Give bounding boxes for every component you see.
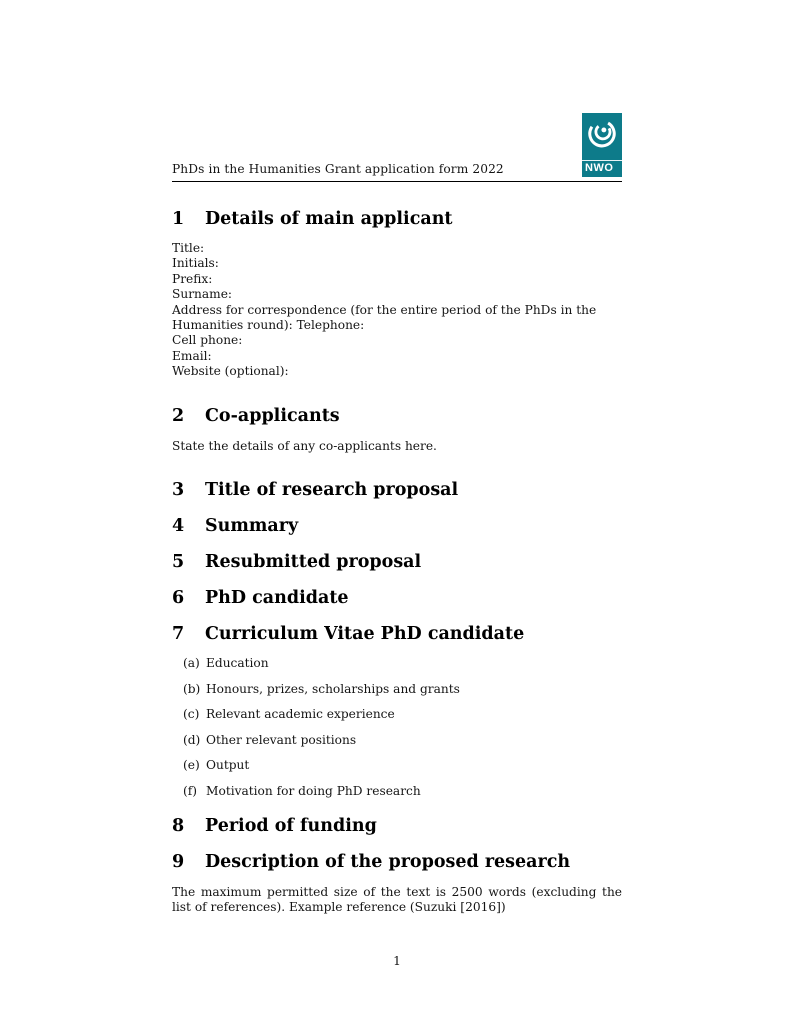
section-5-heading (172, 552, 622, 573)
running-header-title: PhDs in the Humanities Grant application form 2022 (172, 162, 504, 176)
section-8-number: 8 (172, 815, 185, 836)
page-footer (0, 954, 794, 968)
field-address-telephone: Address for correspondence (for the entire period of the PhDs in the Humanities round): Telephone: (172, 302, 597, 333)
cv-item-academic-experience (183, 708, 622, 721)
cv-item-honours (183, 683, 622, 696)
cv-item-text: Other relevant positions (206, 732, 357, 747)
description-note: The maximum permitted size of the text is 2500 words (excluding the list of references). Example reference (Suzuki [2016]) (172, 884, 622, 915)
section-1-heading (172, 209, 622, 230)
section-6-number: 6 (172, 588, 185, 609)
cv-item-text: Output (206, 758, 250, 773)
section-9-number: 9 (172, 851, 185, 872)
field-cell-phone: Cell phone: (172, 333, 243, 348)
section-3-title: Title of research proposal (205, 480, 459, 501)
cv-item-label: (d) (183, 732, 201, 747)
section-1-number: 1 (172, 209, 185, 229)
section-3-number: 3 (172, 480, 185, 501)
section-2-number: 2 (172, 405, 185, 426)
section-6-title: PhD candidate (205, 588, 349, 609)
section-7-heading (172, 624, 622, 645)
cv-item-other-positions (183, 734, 622, 747)
cv-item-text: Motivation for doing PhD research (206, 783, 421, 798)
nwo-logo (582, 113, 622, 177)
field-surname: Surname: (172, 287, 233, 302)
section-5-title: Resubmitted proposal (205, 552, 422, 573)
coapplicants-note: State the details of any co-applicants here. (172, 438, 437, 453)
section-5-number: 5 (172, 552, 185, 573)
section-2-title: Co-applicants (205, 405, 340, 426)
cv-item-text: Education (206, 656, 269, 671)
cv-item-motivation (183, 785, 622, 798)
cv-item-text: Honours, prizes, scholarships and grants (206, 681, 460, 696)
document-header (172, 0, 622, 182)
section-8-heading (172, 816, 622, 837)
cv-list (172, 657, 622, 798)
cv-item-text: Relevant academic experience (206, 707, 395, 722)
section-7-number: 7 (172, 624, 185, 645)
document-body (172, 181, 622, 916)
section-2-heading (172, 406, 622, 427)
section-7-title: Curriculum Vitae PhD candidate (205, 624, 525, 645)
field-prefix: Prefix: (172, 271, 213, 286)
section-4-number: 4 (172, 516, 185, 537)
cv-item-education (183, 657, 622, 670)
section-4-title: Summary (205, 516, 299, 537)
section-8-title: Period of funding (205, 815, 377, 836)
cv-item-label: (e) (183, 758, 200, 773)
section-9-heading (172, 852, 622, 873)
cv-item-output (183, 759, 622, 772)
section-9-title: Description of the proposed research (205, 851, 571, 872)
section-1-title: Details of main applicant (205, 209, 453, 229)
nwo-logo-text: NWO (582, 160, 622, 177)
page-number: 1 (393, 954, 401, 968)
field-title: Title: (172, 241, 205, 255)
field-initials: Initials: (172, 256, 219, 271)
field-email: Email: (172, 348, 212, 363)
cv-item-label: (a) (183, 656, 200, 671)
applicant-fields (172, 241, 622, 380)
cv-item-label: (f) (183, 783, 198, 798)
field-website: Website (optional): (172, 364, 289, 379)
section-6-heading (172, 588, 622, 609)
nwo-spiral-icon (582, 113, 622, 160)
cv-item-label: (b) (183, 681, 201, 696)
section-3-heading (172, 480, 622, 501)
section-4-heading (172, 516, 622, 537)
cv-item-label: (c) (183, 707, 200, 722)
